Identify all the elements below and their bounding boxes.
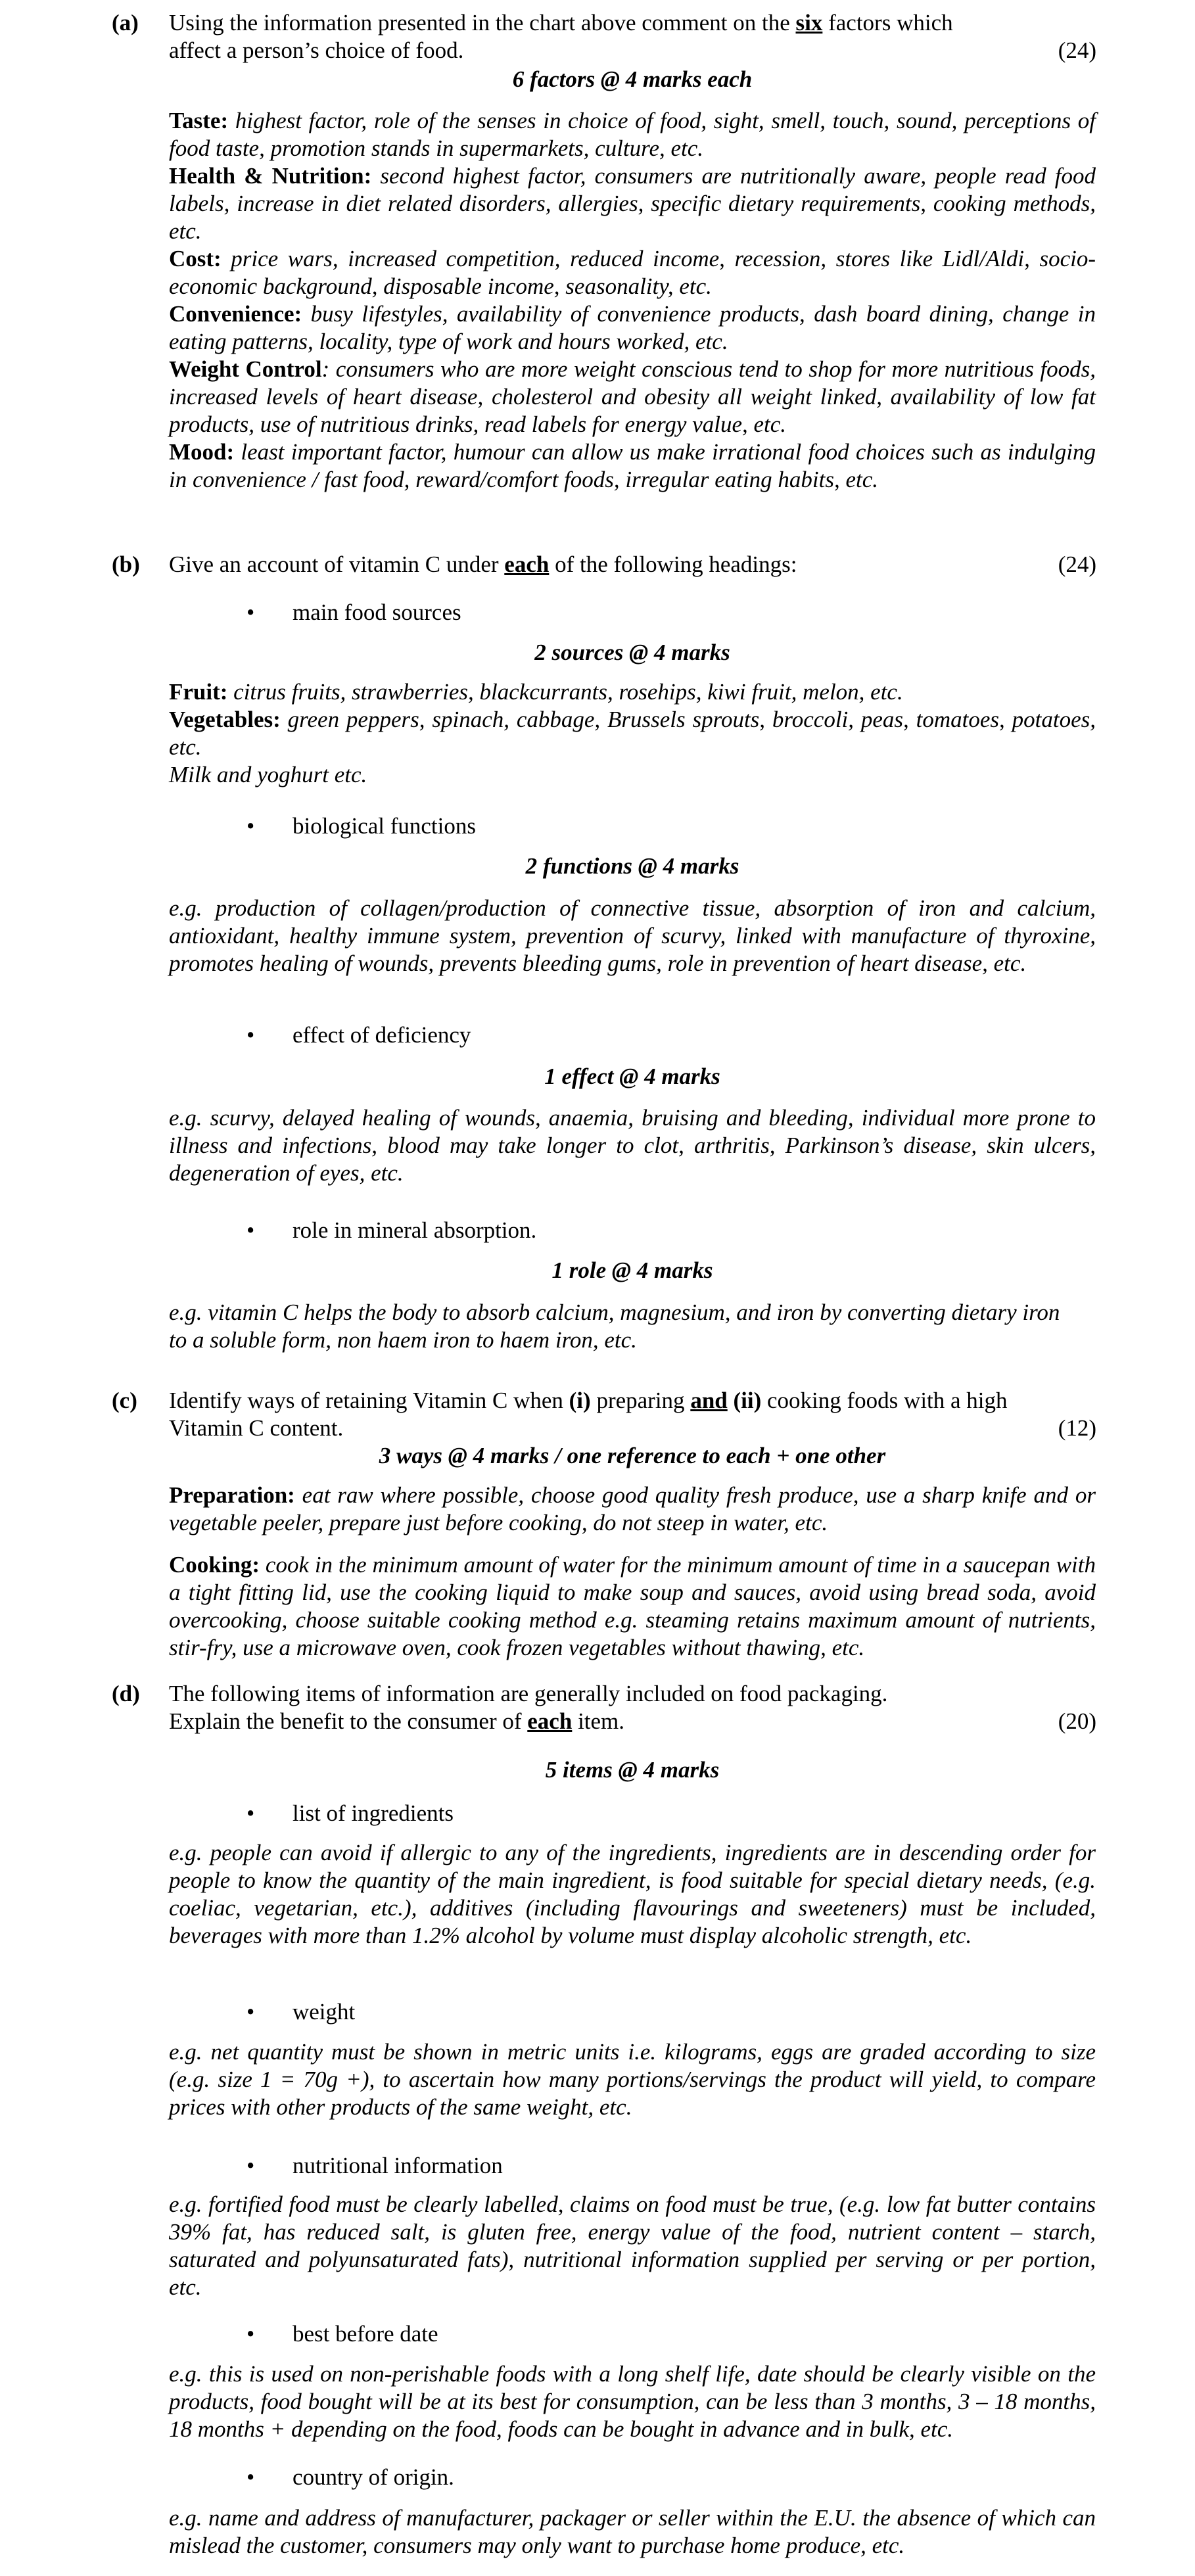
- answer-ingredients: e.g. people can avoid if allergic to any of the ingredients, ingredients are in descending order for people to know the quantity of the main ingredient, is food suitable for special dietary needs, (e.g. coeliac, vegetarian, etc.), additives (including flavourings and sweeteners) must be included, beverages with more than 1.2% alcohol by volume must display alcoholic strength, etc.: [169, 1840, 1096, 1948]
- bullet-icon: •: [246, 1217, 255, 1243]
- bullet-list-of-ingredients: • list of ingredients: [246, 1800, 454, 1826]
- part-a-label: (a): [112, 10, 139, 35]
- answer-preparation: Preparation: eat raw where possible, choose good quality fresh produce, use a sharp knife and or vegetable peeler, prepare just before cooking, do not steep in water, etc.: [169, 1482, 1096, 1535]
- part-b-scheme-sources: 2 sources @ 4 marks: [534, 640, 730, 665]
- part-b-question: Give an account of vitamin C under each of the following headings:: [169, 551, 797, 577]
- part-a-marks: (24): [1058, 37, 1096, 63]
- emphasis-each: each: [504, 551, 550, 577]
- emphasis-each: each: [527, 1708, 573, 1734]
- bullet-country-of-origin: • country of origin.: [246, 2464, 454, 2490]
- bullet-nutritional-information: • nutritional information: [246, 2153, 503, 2178]
- bullet-icon: •: [246, 1022, 255, 1048]
- bullet-icon: •: [246, 813, 255, 839]
- answer-milk: Milk and yoghurt etc.: [169, 762, 367, 787]
- answer-country-of-origin: e.g. name and address of manufacturer, packager or seller within the E.U. the absence of which can mislead the customer, consumers may only want to purchase home produce, etc.: [169, 2505, 1096, 2558]
- answer-mood: Mood: least important factor, humour can allow us make irrational food choices such as indulging in convenience / fast food, reward/comfort foods, irregular eating habits, etc.: [169, 439, 1096, 492]
- part-c-question-line1: Identify ways of retaining Vitamin C when (i) preparing and (ii) cooking foods with a high: [169, 1388, 1008, 1413]
- answer-deficiency: e.g. scurvy, delayed healing of wounds, anaemia, bruising and bleeding, individual more prone to illness and infections, blood may take longer to clot, arthritis, Parkinson’s disease, skin ulcers, degeneration of eyes, etc.: [169, 1105, 1096, 1186]
- part-d-question-line2: Explain the benefit to the consumer of each item.: [169, 1708, 625, 1734]
- part-d-scheme: 5 items @ 4 marks: [545, 1757, 720, 1783]
- answer-taste: Taste: highest factor, role of the senses in choice of food, sight, smell, touch, sound, perceptions of food taste, promotion stands in supermarkets, culture, etc.: [169, 108, 1096, 161]
- part-a-scheme: 6 factors @ 4 marks each: [512, 66, 753, 92]
- answer-weight: e.g. net quantity must be shown in metric units i.e. kilograms, eggs are graded according to size (e.g. size 1 = 70g +), to ascertain how many portions/servings the product will yield, to compare prices with other products of the same weight, etc.: [169, 2039, 1096, 2120]
- bullet-icon: •: [246, 1999, 255, 2025]
- answer-cooking: Cooking: cook in the minimum amount of water for the minimum amount of time in a saucepan with a tight fitting lid, use the cooking liquid to make soup and sauces, avoid using bread soda, avoid overcooking, choose suitable cooking method e.g. steaming retains maximum amount of nutrients, stir-fry, use a microwave oven, cook frozen vegetables without thawing, etc.: [169, 1552, 1096, 1660]
- part-b-label: (b): [112, 551, 140, 577]
- bullet-icon: •: [246, 2464, 255, 2490]
- bullet-main-food-sources: • main food sources: [246, 599, 461, 625]
- bullet-best-before-date: • best before date: [246, 2321, 438, 2347]
- bullet-role-in-mineral-absorption: • role in mineral absorption.: [246, 1217, 537, 1243]
- part-d-marks: (20): [1058, 1708, 1096, 1734]
- bullet-effect-of-deficiency: • effect of deficiency: [246, 1022, 471, 1048]
- bullet-icon: •: [246, 599, 255, 625]
- bullet-biological-functions: • biological functions: [246, 813, 476, 839]
- part-c-scheme: 3 ways @ 4 marks / one reference to each + one other: [379, 1443, 886, 1468]
- answer-fruit: Fruit: citrus fruits, strawberries, blackcurrants, rosehips, kiwi fruit, melon, etc.: [169, 679, 903, 705]
- part-c-question-line2: Vitamin C content.: [169, 1415, 344, 1441]
- answer-convenience: Convenience: busy lifestyles, availability of convenience products, dash board dining, change in eating patterns, locality, type of work and hours worked, etc.: [169, 301, 1096, 354]
- part-b-scheme-role: 1 role @ 4 marks: [551, 1257, 713, 1283]
- part-b-scheme-functions: 2 functions @ 4 marks: [525, 853, 739, 879]
- answer-weight-control: Weight Control: consumers who are more weight conscious tend to shop for more nutritious foods, increased levels of heart disease, cholesterol and obesity all weight linked, availability of low fat products, use of nutritious drinks, read labels for energy value, etc.: [169, 356, 1096, 437]
- bullet-icon: •: [246, 2153, 255, 2178]
- answer-mineral-absorption: e.g. vitamin C helps the body to absorb calcium, magnesium, and iron by converting dietary iron to a soluble form, non haem iron to haem iron, etc.: [169, 1300, 1060, 1353]
- part-d-label: (d): [112, 1681, 140, 1706]
- bullet-icon: •: [246, 1800, 255, 1826]
- part-a-question-line2: affect a person’s choice of food.: [169, 37, 464, 63]
- bullet-weight: • weight: [246, 1999, 356, 2025]
- part-d-question-line1: The following items of information are generally included on food packaging.: [169, 1681, 888, 1706]
- answer-best-before-date: e.g. this is used on non-perishable foods with a long shelf life, date should be clearly visible on the products, food bought will be at its best for consumption, can be less than 3 months, 3 – 18 months, 18 months + depending on the food, foods can be bought in advance and in bulk, etc.: [169, 2361, 1096, 2442]
- part-c-marks: (12): [1058, 1415, 1096, 1441]
- answer-cost: Cost: price wars, increased competition, reduced income, recession, stores like Lidl/Aldi, socio- economic background, disposable income, seasonality, etc.: [169, 246, 1096, 299]
- answer-health-nutrition: Health & Nutrition: second highest factor, consumers are nutritionally aware, people read food labels, increase in diet related disorders, allergies, specific dietary requirements, cooking methods, etc.: [169, 163, 1096, 244]
- answer-vegetables: Vegetables: green peppers, spinach, cabbage, Brussels sprouts, broccoli, peas, tomatoes, potatoes, etc.: [169, 707, 1096, 760]
- part-b-marks: (24): [1058, 551, 1096, 577]
- part-c-label: (c): [112, 1388, 137, 1413]
- answer-functions: e.g. production of collagen/production of connective tissue, absorption of iron and calcium, antioxidant, healthy immune system, prevention of scurvy, linked with manufacture of thyroxine, promotes healing of wounds, prevents bleeding gums, role in prevention of heart disease, etc.: [169, 895, 1096, 976]
- emphasis-six: six: [795, 10, 823, 35]
- part-b-scheme-effect: 1 effect @ 4 marks: [544, 1064, 720, 1089]
- answer-nutritional-information: e.g. fortified food must be clearly labelled, claims on food must be true, (e.g. low fat butter contains 39% fat, has reduced salt, is gluten free, energy value of the food, nutrient content – starch, saturated and polyunsaturated fats), nutritional information supplied per serving or per portion, etc.: [169, 2191, 1096, 2300]
- emphasis-and: and: [690, 1388, 728, 1413]
- part-a-question-line1: Using the information presented in the chart above comment on the six factors which: [169, 10, 953, 35]
- bullet-icon: •: [246, 2321, 255, 2347]
